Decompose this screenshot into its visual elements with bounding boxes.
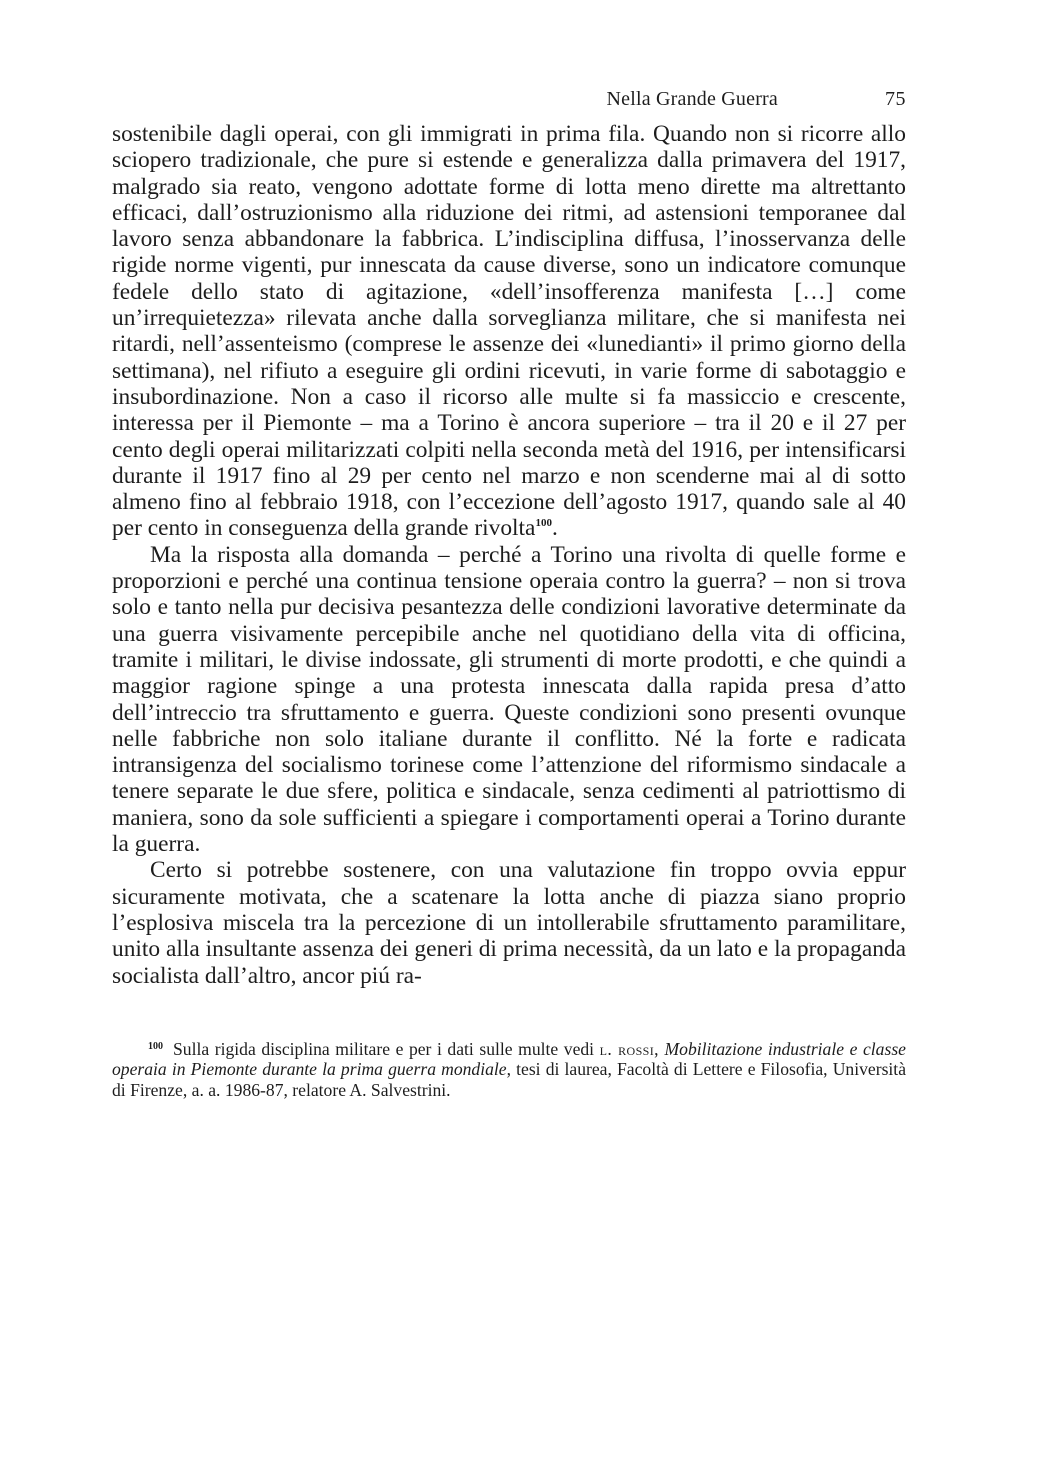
footnote-number: 100 [148, 1040, 163, 1052]
running-head [112, 82, 906, 116]
footnote-100 [112, 1039, 906, 1101]
paragraph-2: Ma la risposta alla domanda – perché a Torino una rivolta di quelle forme e proporzioni e perché una continua tensione operaia contro la guerra? – non si trova solo e tanto nella pur decisiva pesantezza delle condizioni lavorative determinate da una guerra visivamente percepibile anche nel quotidiano della vita di officina, tramite i militari, le divise indossate, gli strumenti di morte prodotti, e che quindi a maggior ragione spinge a una protesta innescata dalla rapida presa d’atto dell’intreccio tra sfruttamento e guerra. Queste condizioni sono presenti ovunque nelle fabbriche non solo italiane durante il conflitto. Né la forte e radicata intransigenza del socialismo torinese come l’attenzione del riformismo sindacale a tenere separate le due sfere, politica e sindacale, senza cedimenti al patriottismo di maniera, sono da sole sufficienti a spiegare i comportamenti operai a Torino durante la guerra. [112, 541, 906, 858]
paragraph-1 [112, 121, 906, 542]
footnote-rest: , tesi di laurea, Facoltà di Lettere e Filosofia, Università di Firenze, a. a. 1986-87, relatore A. Salvestrini. [112, 1059, 907, 1100]
footnote-author: l. rossi, [599, 1038, 659, 1059]
page-number: 75 [885, 88, 906, 110]
footnote-reference[interactable]: 100 [535, 517, 552, 530]
body-text [112, 121, 906, 989]
paragraph-3: Certo si potrebbe sostenere, con una valutazione fin troppo ovvia eppur sicuramente motivata, che a scatenare la lotta anche di piazza siano proprio l’esplosiva miscela tra la percezione di un intollerabile sfruttamento paramilitare, unito alla insultante assenza dei generi di prima necessità, da un lato e la propaganda socialista dall’altro, ancor piú ra- [112, 857, 906, 989]
running-title: Nella Grande Guerra [606, 88, 778, 110]
footnote-title: Mobilitazione industriale e classe operaia in Piemonte durante la prima guerra mondiale [112, 1038, 906, 1080]
footnote-intro: Sulla rigida disciplina militare e per i dati sulle multe vedi [173, 1038, 595, 1059]
footnotes [112, 1039, 906, 1101]
book-page [112, 82, 906, 1101]
paragraph-1-text: sostenibile dagli operai, con gli immigrati in prima fila. Quando non si ricorre allo sciopero tradizionale, che pure si estende e generalizza dalla primavera del 1917, malgrado sia reato, vengono adottate forme di lotta meno dirette ma altrettanto efficaci, dall’ostruzionismo alla riduzione dei ritmi, ad astensioni temporanee dal lavoro senza abbandonare la fabbrica. L’indisciplina diffusa, l’inosservanza delle rigide norme vigenti, pur innescata da cause diverse, sono un indicatore comunque fedele dello stato di agitazione, «dell’insofferenza manifesta […] come un’irrequietezza» rilevata anche dalla sorveglianza militare, che si manifesta nei ritardi, nell’assenteismo (comprese le assenze dei «lunedianti» il primo giorno della settimana), nel rifiuto a eseguire gli ordini ricevuti, in varie forme di sabotaggio e insubordinazione. Non a caso il ricorso alle multe si fa massiccio e crescente, interessa per il Piemonte – ma a Torino è ancora superiore – tra il 20 e il 27 per cento degli operai militarizzati colpiti nella seconda metà del 1916, per intensificarsi durante il 1917 fino al 29 per cento nel marzo e non scenderne mai al di sotto almeno fino al febbraio 1918, con l’eccezione dell’agosto 1917, quando sale al 40 per cento in conseguenza della grande rivolta [112, 121, 906, 542]
paragraph-1-tail: . [551, 515, 558, 542]
